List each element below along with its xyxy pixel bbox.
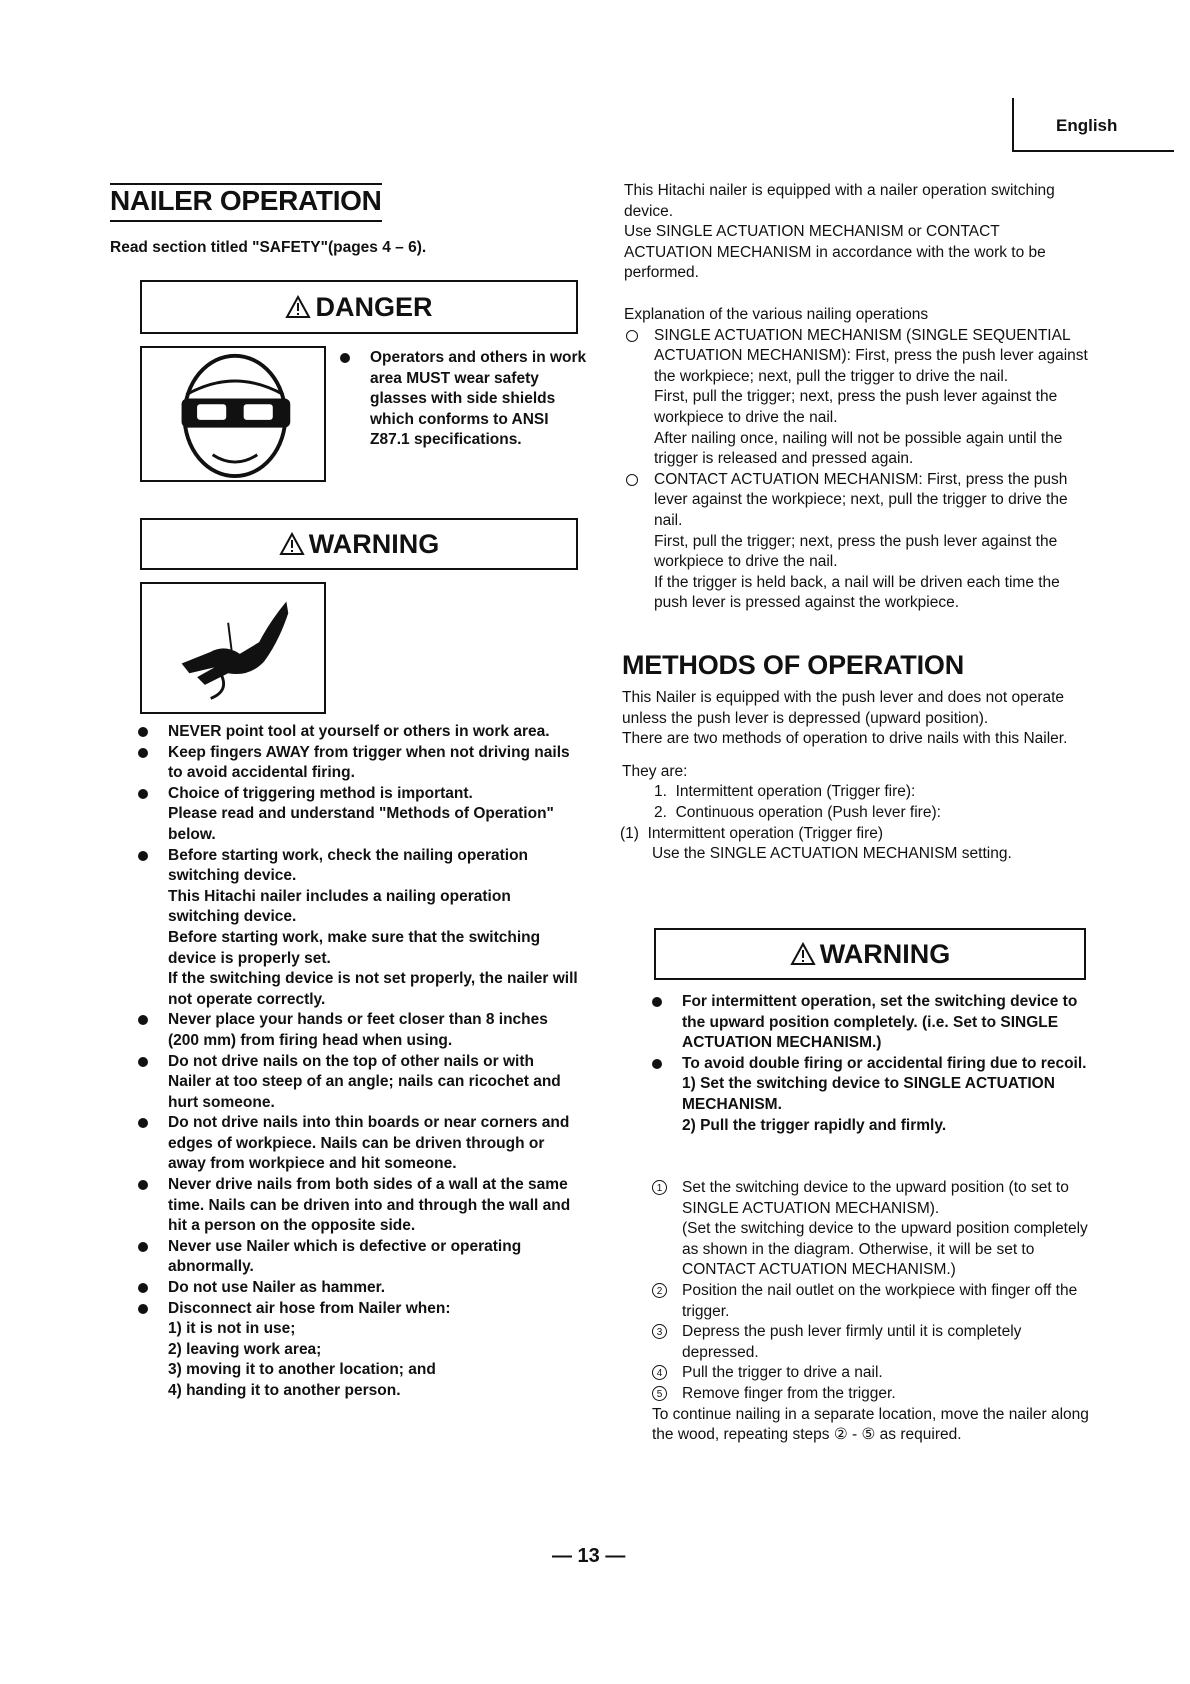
explanation-text: SINGLE ACTUATION MECHANISM (SINGLE SEQUENTIAL ACTUATION MECHANISM): First, press the push lever against the workpiece; next, pull the trigger to drive the nail.	[654, 326, 1088, 385]
explanation-item	[624, 470, 1094, 614]
intro-paragraph: Use SINGLE ACTUATION MECHANISM or CONTACT ACTUATION MECHANISM in accordance with the work to be performed.	[624, 223, 1046, 282]
intro-paragraph: This Hitachi nailer is equipped with a nailer operation switching device.	[624, 182, 1055, 220]
sub-heading-text: Intermittent operation (Trigger fire)	[647, 824, 884, 842]
warning-heading-2: WARNING	[819, 938, 951, 969]
methods-intro-paragraph: This Nailer is equipped with the push lever and does not operate unless the push lever is depressed (upward position).	[622, 689, 1065, 727]
warning2-item	[652, 1054, 1088, 1136]
warning1-item-text: 3) moving it to another location; and	[168, 1361, 436, 1379]
methods-intro-paragraph: There are two methods of operation to drive nails with this Nailer.	[622, 730, 1068, 748]
warning1-item-text: Never use Nailer which is defective or operating abnormally.	[168, 1237, 522, 1276]
warning1-item-text: Disconnect air hose from Nailer when:	[168, 1299, 451, 1317]
safety-glasses-icon	[142, 348, 324, 480]
warning1-item	[138, 743, 578, 784]
warning1-item-text: 1) it is not in use;	[168, 1320, 296, 1338]
step-item	[652, 1322, 1090, 1363]
finger-hazard-image	[140, 582, 326, 714]
steps-list	[652, 1178, 1090, 1446]
step-number-icon: 5	[652, 1386, 667, 1401]
warning1-item	[138, 784, 578, 846]
warning2-item-text: 1) Set the switching device to SINGLE ACTUATION MECHANISM.	[682, 1075, 1055, 1113]
language-label: English	[1056, 116, 1118, 135]
warning1-item	[138, 1113, 578, 1175]
warning1-item	[138, 1052, 578, 1114]
step-text: Pull the trigger to drive a nail.	[682, 1364, 883, 1382]
step-item	[652, 1363, 1090, 1384]
warning2-bullet-list	[652, 992, 1088, 1136]
they-are-label: They are:	[622, 762, 688, 780]
step-item	[652, 1384, 1090, 1405]
step-number-icon: 3	[652, 1324, 667, 1339]
explanation-section	[624, 305, 1094, 614]
warning1-item-text: Before starting work, make sure that the switching device is properly set.	[168, 928, 541, 967]
warning1-item	[138, 1278, 578, 1299]
warning1-item-text: Please read and understand "Methods of Operation" below.	[168, 805, 554, 843]
sub-heading-number: (1)	[620, 824, 639, 842]
warning1-item-text: Choice of triggering method is important.	[168, 784, 473, 802]
method-item	[622, 782, 1090, 803]
finger-on-trigger-icon	[142, 584, 324, 712]
sub-heading-note: Use the SINGLE ACTUATION MECHANISM setting.	[652, 845, 1012, 863]
explanation-text: After nailing once, nailing will not be possible again until the trigger is released and pressed again.	[654, 429, 1063, 468]
warning1-item	[138, 1299, 578, 1402]
warning1-item-text: Never drive nails from both sides of a wall at the same time. Nails can be driven into and through the wall and hit a person on the opposite side.	[168, 1176, 571, 1235]
explanation-text: If the trigger is held back, a nail will be driven each time the push lever is pressed against the workpiece.	[654, 573, 1060, 612]
warning1-item-text: NEVER point tool at yourself or others in work area.	[168, 723, 550, 740]
warning2-item-text: 2) Pull the trigger rapidly and firmly.	[682, 1116, 947, 1134]
page-title: NAILER OPERATION	[110, 184, 382, 222]
explanation-title: Explanation of the various nailing operations	[624, 306, 929, 323]
method-item	[622, 803, 1090, 824]
closing-paragraph: To continue nailing in a separate location, move the nailer along the wood, repeating steps ② - ⑤ as required.	[652, 1405, 1089, 1444]
step-item	[652, 1178, 1090, 1281]
explanation-text: First, pull the trigger; next, press the push lever against the workpiece to drive the nail.	[654, 388, 1058, 426]
warning1-item	[138, 1237, 578, 1278]
page-number: — 13 —	[552, 1545, 626, 1567]
warning2-item-text: To avoid double firing or accidental firing due to recoil.	[682, 1054, 1087, 1072]
method-number: 1.	[654, 783, 667, 801]
warning1-item	[138, 722, 578, 743]
warning1-bullet-list	[138, 722, 578, 1402]
step-text: (Set the switching device to the upward position completely as shown in the diagram. Otherwise, it will be set to CONTACT ACTUATION MECHANISM.)	[682, 1220, 1088, 1279]
step-number-icon: 1	[652, 1180, 667, 1195]
methods-intro	[622, 688, 1090, 865]
warning1-item-text: If the switching device is not set properly, the nailer will not operate correctly.	[168, 970, 578, 1008]
explanation-item	[624, 326, 1094, 470]
warning2-item-text: For intermittent operation, set the switching device to the upward position completely. (i.e. Set to SINGLE ACTUATION MECHANISM.)	[682, 993, 1078, 1052]
warning1-item	[138, 1175, 578, 1237]
warning1-item-text: Keep fingers AWAY from trigger when not driving nails to avoid accidental firing.	[168, 743, 570, 782]
warning-header-1	[140, 518, 578, 570]
intro-text	[624, 181, 1090, 284]
warning-heading-1: WARNING	[308, 528, 440, 559]
method-text: Intermittent operation (Trigger fire):	[675, 783, 916, 801]
safety-glasses-image	[140, 346, 326, 482]
step-text: Depress the push lever firmly until it is completely depressed.	[682, 1323, 1022, 1361]
step-text: Position the nail outlet on the workpiece with finger off the trigger.	[682, 1281, 1078, 1320]
warning1-item	[138, 1010, 578, 1051]
warning1-item-text: Never place your hands or feet closer than 8 inches (200 mm) from firing head when using.	[168, 1011, 548, 1049]
sub-heading	[620, 824, 1088, 845]
danger-header	[140, 280, 578, 334]
step-number-icon: 4	[652, 1365, 667, 1380]
step-number-icon: 2	[652, 1283, 667, 1298]
danger-bullet: Operators and others in work area MUST wear safety glasses with side shields which conforms to ANSI Z87.1 specifications.	[340, 348, 588, 451]
warning-triangle-icon	[285, 295, 311, 319]
read-safety-note: Read section titled "SAFETY"(pages 4 – 6).	[110, 239, 427, 256]
step-item	[652, 1281, 1090, 1322]
method-text: Continuous operation (Push lever fire):	[675, 803, 941, 821]
warning-header-2	[654, 928, 1086, 980]
warning1-item-text: Before starting work, check the nailing operation switching device.	[168, 846, 529, 885]
methods-title: METHODS OF OPERATION	[622, 650, 965, 680]
warning1-item-text: Do not drive nails into thin boards or near corners and edges of workpiece. Nails can be driven through or away from workpiece and hit someone.	[168, 1114, 570, 1173]
warning1-item-text: Do not drive nails on the top of other nails or with Nailer at too steep of an angle; nails can ricochet and hurt someone.	[168, 1052, 561, 1111]
danger-bullet-list	[340, 348, 588, 451]
warning-triangle-icon	[279, 532, 305, 556]
step-text: Set the switching device to the upward position (to set to SINGLE ACTUATION MECHANISM).	[682, 1179, 1069, 1217]
step-text: Remove finger from the trigger.	[682, 1384, 896, 1402]
warning1-item	[138, 846, 578, 1011]
warning1-item-text: This Hitachi nailer includes a nailing operation switching device.	[168, 887, 511, 926]
danger-heading: DANGER	[315, 291, 433, 322]
warning1-item-text: 2) leaving work area;	[168, 1340, 322, 1358]
method-number: 2.	[654, 803, 667, 821]
explanation-text: CONTACT ACTUATION MECHANISM: First, press the push lever against the workpiece; next, pull the trigger to drive the nail.	[654, 470, 1068, 529]
warning-triangle-icon	[790, 942, 816, 966]
explanation-text: First, pull the trigger; next, press the push lever against the workpiece to drive the nail.	[654, 532, 1058, 571]
warning2-item	[652, 992, 1088, 1054]
warning1-item-text: Do not use Nailer as hammer.	[168, 1279, 386, 1297]
warning1-item-text: 4) handing it to another person.	[168, 1382, 401, 1399]
